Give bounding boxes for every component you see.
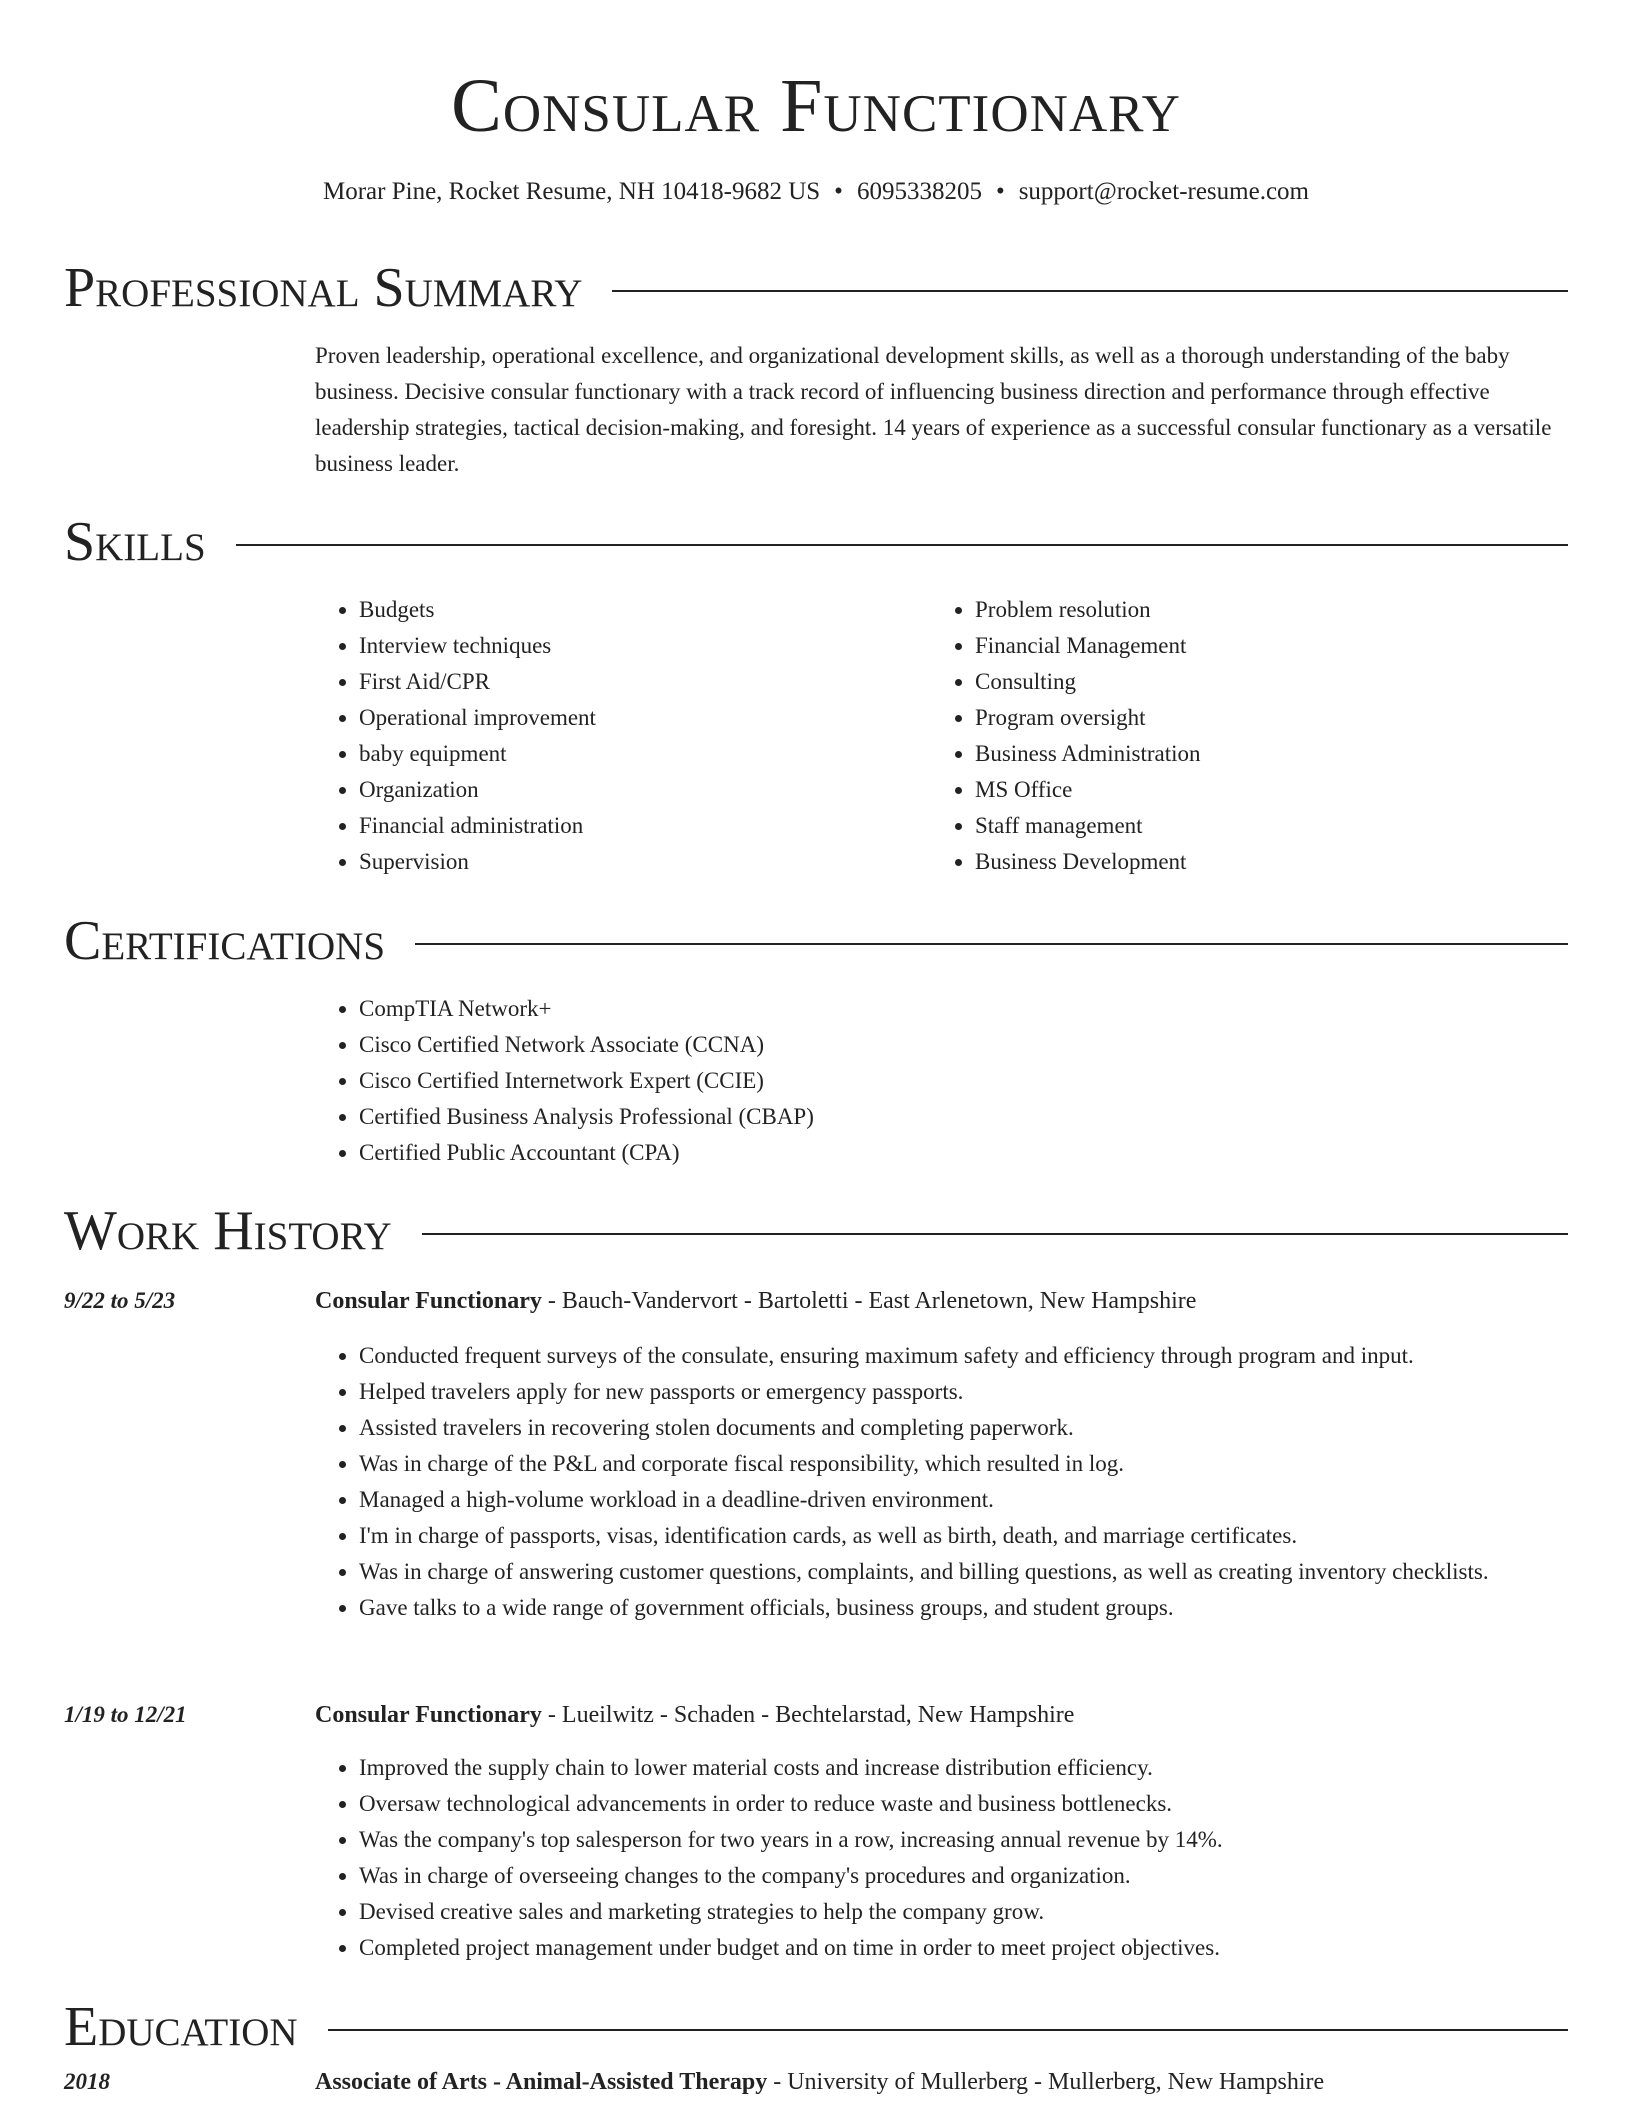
skill-item: • Operational improvement (359, 700, 915, 736)
skill-item: • Staff management (975, 808, 1531, 844)
contact-line (0, 174, 1632, 210)
job-bullet: • Gave talks to a wide range of government officials, business groups, and student groups. (359, 1590, 1568, 1626)
skill-item: • Financial Management (975, 628, 1531, 664)
contact-address: Morar Pine, Rocket Resume, NH 10418-9682 US (323, 178, 821, 205)
skills-column-left (315, 592, 915, 880)
skill-item: • Business Development (975, 844, 1531, 880)
certification-item: • Cisco Certified Network Associate (CCNA) (359, 1027, 1568, 1063)
job-bullet: • Improved the supply chain to lower material costs and increase distribution efficiency. (359, 1750, 1568, 1786)
job-bullets (315, 1338, 1568, 1626)
contact-phone: 6095338205 (856, 178, 982, 205)
education-degree: Associate of Arts - Animal-Assisted Therapy (315, 2069, 768, 2095)
section-divider (612, 290, 1568, 292)
certification-item: • Certified Business Analysis Professional (CBAP) (359, 1099, 1568, 1135)
certification-item: • Certified Public Accountant (CPA) (359, 1135, 1568, 1171)
skill-item: • MS Office (975, 772, 1531, 808)
skill-item: • First Aid/CPR (359, 664, 915, 700)
certifications-list (315, 991, 1568, 1171)
job-bullet: • Oversaw technological advancements in order to reduce waste and business bottlenecks. (359, 1786, 1568, 1822)
candidate-name: Consular Functionary (451, 64, 1181, 148)
skill-item: • Budgets (359, 592, 915, 628)
contact-email: support@rocket-resume.com (1018, 178, 1309, 205)
job-dates: 9/22 to 5/23 (64, 1288, 176, 1313)
section-heading-skills: Skills (64, 511, 206, 573)
section-heading-work-history: Work History (64, 1200, 392, 1262)
skill-item: • Organization (359, 772, 915, 808)
skills-section-header (64, 512, 1568, 572)
certifications-section-header (64, 911, 1568, 971)
skill-item: • Business Administration (975, 736, 1531, 772)
job-bullet: • Devised creative sales and marketing strategies to help the company grow. (359, 1894, 1568, 1930)
education-year: 2018 (64, 2069, 110, 2094)
job-bullet: • Was the company's top salesperson for two years in a row, increasing annual revenue by 14%. (359, 1822, 1568, 1858)
education-section-header (64, 1997, 1568, 2057)
summary-text: Proven leadership, operational excellence, and organizational development skills, as well as a thorough understanding of the baby business. Decisive consular functionary with a track record of influencing business direction and performance through effective leadership strategies, tactical decision-making, and foresight. 14 years of experience as a successful consular functionary as a versatile business leader. (315, 343, 1552, 476)
job-bullet: • Was in charge of answering customer questions, complaints, and billing questions, as well as creating inventory checklists. (359, 1554, 1568, 1590)
section-heading-education: Education (64, 1996, 298, 2058)
summary-section-header (64, 258, 1568, 318)
work-history-section-header (64, 1201, 1568, 1261)
contact-separator: • (995, 178, 1005, 205)
skill-item: • Program oversight (975, 700, 1531, 736)
job-bullet: • Managed a high-volume workload in a deadline-driven environment. (359, 1482, 1568, 1518)
job-bullet: • Assisted travelers in recovering stolen documents and completing paperwork. (359, 1410, 1568, 1446)
job-employer: - Bauch-Vandervort - Bartoletti - East Arlenetown, New Hampshire (541, 1288, 1197, 1314)
section-divider (415, 943, 1568, 945)
job-bullet: • Helped travelers apply for new passports or emergency passports. (359, 1374, 1568, 1410)
job-bullet: • Completed project management under budget and on time in order to meet project objectives. (359, 1930, 1568, 1966)
skill-item: • baby equipment (359, 736, 915, 772)
skill-item: • Financial administration (359, 808, 915, 844)
section-divider (328, 2029, 1568, 2031)
skills-column-right (931, 592, 1531, 880)
education-school: - University of Mullerberg - Mullerberg, New Hampshire (767, 2069, 1325, 2095)
certification-item: • Cisco Certified Internetwork Expert (CCIE) (359, 1063, 1568, 1099)
job-bullet: • Was in charge of the P&L and corporate fiscal responsibility, which resulted in log. (359, 1446, 1568, 1482)
job-employer: - Lueilwitz - Schaden - Bechtelarstad, New Hampshire (541, 1702, 1075, 1728)
job-bullets (315, 1750, 1568, 1966)
job-bullet: • Conducted frequent surveys of the consulate, ensuring maximum safety and efficiency through program and input. (359, 1338, 1568, 1374)
job-bullet: • Was in charge of overseeing changes to the company's procedures and organization. (359, 1858, 1568, 1894)
contact-separator: • (834, 178, 843, 205)
skill-item: • Interview techniques (359, 628, 915, 664)
certification-item: • CompTIA Network+ (359, 991, 1568, 1027)
skill-item: • Supervision (359, 844, 915, 880)
job-bullet: • I'm in charge of passports, visas, identification cards, as well as birth, death, and marriage certificates. (359, 1518, 1568, 1554)
section-divider (236, 544, 1568, 546)
job-header (315, 1283, 1568, 1319)
skill-item: • Problem resolution (975, 592, 1531, 628)
skill-item: • Consulting (975, 664, 1531, 700)
job-title: Consular Functionary (315, 1288, 542, 1314)
education-entry (315, 2064, 1568, 2100)
section-heading-certifications: Certifications (64, 910, 386, 972)
job-header (315, 1697, 1568, 1733)
job-title: Consular Functionary (315, 1702, 542, 1728)
section-divider (422, 1233, 1568, 1235)
job-dates: 1/19 to 12/21 (64, 1702, 187, 1727)
section-heading-summary: Professional Summary (64, 257, 583, 319)
